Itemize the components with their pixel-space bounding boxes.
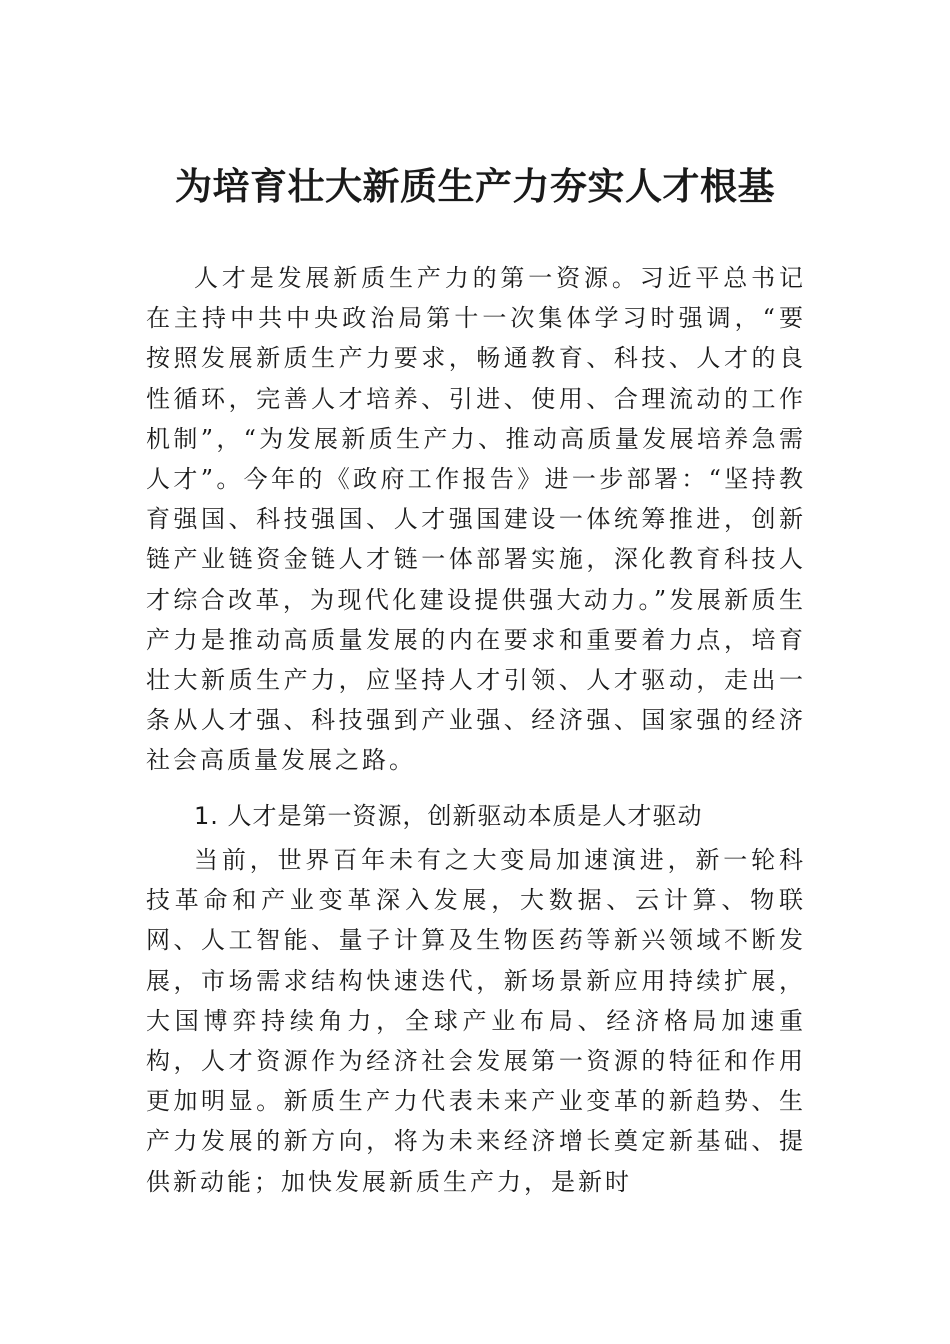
document-title: 为培育壮大新质生产力夯实人才根基 [175, 164, 775, 208]
paragraph-intro: 人才是发展新质生产力的第一资源。习近平总书记在主持中共中央政治局第十一次集体学习时强调，“要按照发展新质生产力要求，畅通教育、科技、人才的良性循环，完善人才培养、引进、使用、合理流动的工作机制”，“为发展新质生产力、推动高质量发展培养急需人才”。今年的《政府工作报告》进一步部署：“坚持教育强国、科技强国、人才强国建设一体统筹推进，创新链产业链资金链人才链一体部署实施，深化教育科技人才综合改革，为现代化建设提供强大动力。”发展新质生产力是推动高质量发展的内在要求和重要着力点，培育壮大新质生产力，应坚持人才引领、人才驱动，走出一条从人才强、科技强到产业强、经济强、国家强的经济社会高质量发展之路。 [146, 264, 806, 775]
section-heading-1: 1. 人才是第一资源，创新驱动本质是人才驱动 [194, 802, 703, 830]
paragraph-section-1: 当前，世界百年未有之大变局加速演进，新一轮科技革命和产业变革深入发展，大数据、云计算、物联网、人工智能、量子计算及生物医药等新兴领域不断发展，市场需求结构快速迭代，新场景新应用持续扩展，大国博弈持续角力，全球产业布局、经济格局加速重构，人才资源作为经济社会发展第一资源的特征和作用更加明显。新质生产力代表未来产业变革的新趋势、生产力发展的新方向，将为未来经济增长奠定新基础、提供新动能；加快发展新质生产力，是新时 [146, 846, 806, 1196]
